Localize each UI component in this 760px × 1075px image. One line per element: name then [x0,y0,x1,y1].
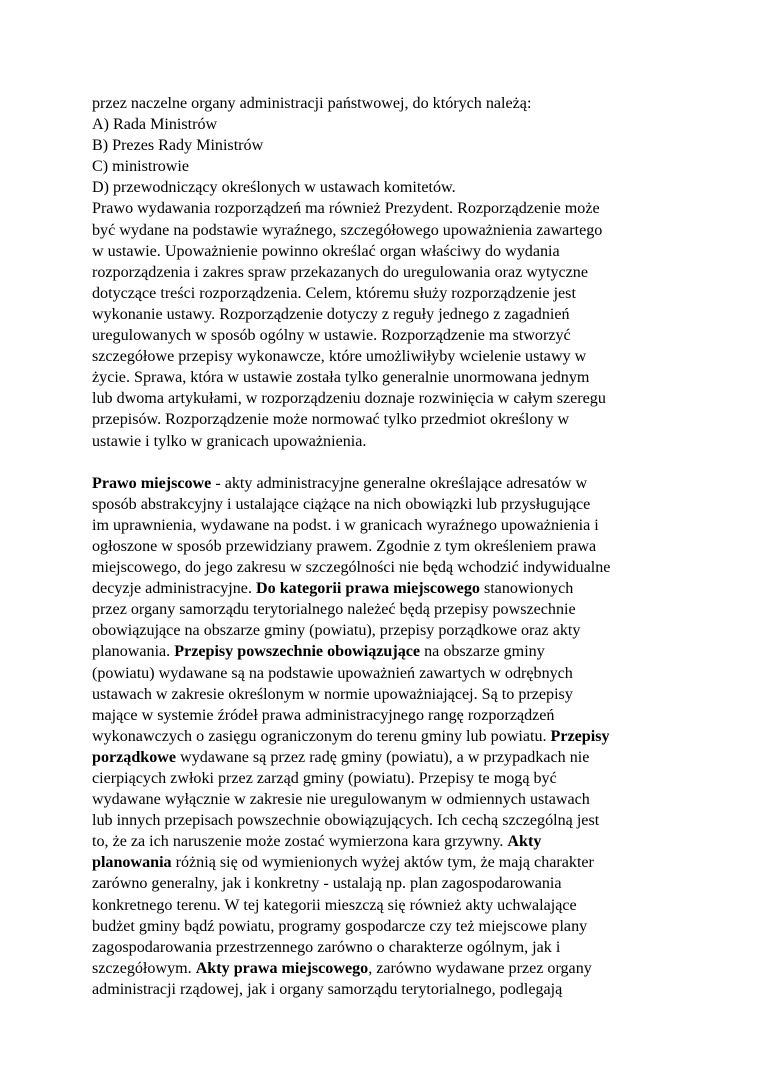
text-line [92,641,674,662]
text-line: rozporządzenia i zakres spraw przekazanych do uregulowania oraz wytyczne [92,263,588,281]
text-line: być wydane na podstawie wyraźnego, szczegółowego upoważnienia zawartego [92,221,603,239]
text-run: planowania. [92,643,175,661]
paragraph-regulations [92,93,674,452]
text-line: ustawie i tylko w granicach upoważnienia. [92,432,367,450]
document-page [92,93,674,1000]
text-line: przepisów. Rozporządzenie może normować tylko przedmiot określony w [92,411,570,429]
text-line [92,747,674,768]
text-line: (powiatu) wydawane są na podstawie upoważnień zawartych w odrębnych [92,664,573,682]
text-line: życie. Sprawa, która w ustawie została tylko generalnie unormowana jednym [92,369,590,387]
text-line: obowiązujące na obszarze gminy (powiatu), przepisy porządkowe oraz akty [92,622,581,640]
text-line [92,958,674,979]
text-run: - akty administracyjne generalne określające adresatów w [211,474,588,492]
text-line: sposób abstrakcyjny i ustalające ciążące na nich obowiązki lub przysługujące [92,495,591,513]
text-line: Prawo wydawania rozporządzeń ma również Prezydent. Rozporządzenie może [92,200,600,218]
text-line: przez naczelne organy administracji państwowej, do których należą: [92,95,532,112]
paragraph-local-law [92,473,674,1000]
text-run: szczegółowym. [92,959,196,977]
text-line: konkretnego terenu. W tej kategorii mieszczą się również akty uchwalające [92,896,577,914]
text-run: , zarówno wydawane przez organy [368,959,592,977]
text-run: to, że za ich naruszenie może zostać wymierzona kara grzywny. [92,833,508,851]
bold-term: Przepisy powszechnie obowiązujące [174,643,421,661]
list-item-a: A) Rada Ministrów [92,116,218,134]
text-line: wydawane wyłącznie w zakresie nie uregulowanym w odmiennych ustawach [92,791,590,809]
text-line: budżet gminy bądź powiatu, programy gospodarcze czy też miejscowe plany [92,917,588,935]
text-line: szczegółowe przepisy wykonawcze, które umożliwiłyby wcielenie ustawy w [92,348,587,366]
text-run: decyzje administracyjne. [92,580,256,598]
bold-term: porządkowe [92,748,177,766]
text-line [92,473,674,494]
text-line [92,578,674,599]
text-line: miejscowego, do jego zakresu w szczególności nie będą wchodzić indywidualne [92,559,611,577]
list-item-c: C) ministrowie [92,158,190,176]
text-line [92,726,674,747]
bold-term: Akty [507,833,542,851]
text-run: wydawane są przez radę gminy (powiatu), a w przypadkach nie [176,748,590,766]
text-line: ogłoszone w sposób przewidziany prawem. Zgodnie z tym określeniem prawa [92,537,597,555]
text-line: lub dwoma artykułami, w rozporządzeniu doznaje rozwinięcia w całym szeregu [92,390,606,408]
bold-term: planowania [92,854,172,872]
text-line: uregulowanych w sposób ogólny w ustawie. Rozporządzenie ma stworzyć [92,327,571,345]
text-line: dotyczące treści rozporządzenia. Celem, któremu służy rozporządzenie jest [92,284,576,302]
text-run: na obszarze gminy [420,643,545,661]
text-line: administracji rządowej, jak i organy samorządu terytorialnego, podlegają [92,980,563,998]
bold-term: Do kategorii prawa miejscowego [256,580,480,598]
list-item-b: B) Prezes Rady Ministrów [92,137,264,155]
text-line: mające w systemie źródeł prawa administracyjnego rangę rozporządzeń [92,706,555,724]
bold-term: Przepisy [550,727,610,745]
text-line: im uprawnienia, wydawane na podst. i w granicach wyraźnego upoważnienia i [92,516,599,534]
text-run: stanowionych [479,580,574,598]
text-line: wykonanie ustawy. Rozporządzenie dotyczy z reguły jednego z zagadnień [92,305,570,323]
text-line: lub innych przepisach powszechnie obowiązujących. Ich cechą szczególną jest [92,812,600,830]
text-line [92,831,674,852]
text-line: zarówno generalny, jak i konkretny - ustalają np. plan zagospodarowania [92,875,562,893]
bold-term: Prawo miejscowe [92,474,212,492]
list-item-d: D) przewodniczący określonych w ustawach komitetów. [92,179,456,197]
text-line: w ustawie. Upoważnienie powinno określać organ właściwy do wydania [92,242,560,260]
paragraph-spacer [92,452,674,473]
text-line: ustawach w zakresie określonym w normie upoważniającej. Są to przepisy [92,685,573,703]
text-line: cierpiących zwłoki przez zarząd gminy (powiatu). Przepisy te mogą być [92,770,557,787]
text-line: zagospodarowania przestrzennego zarówno o charakterze ogólnym, jak i [92,938,561,956]
text-run: różnią się od wymienionych wyżej aktów tym, że mają charakter [171,854,594,872]
text-line [92,852,674,873]
text-line: przez organy samorządu terytorialnego należeć będą przepisy powszechnie [92,601,576,619]
bold-term: Akty prawa miejscowego [195,959,369,977]
text-run: wykonawczych o zasięgu ograniczonym do terenu gminy lub powiatu. [92,727,551,745]
